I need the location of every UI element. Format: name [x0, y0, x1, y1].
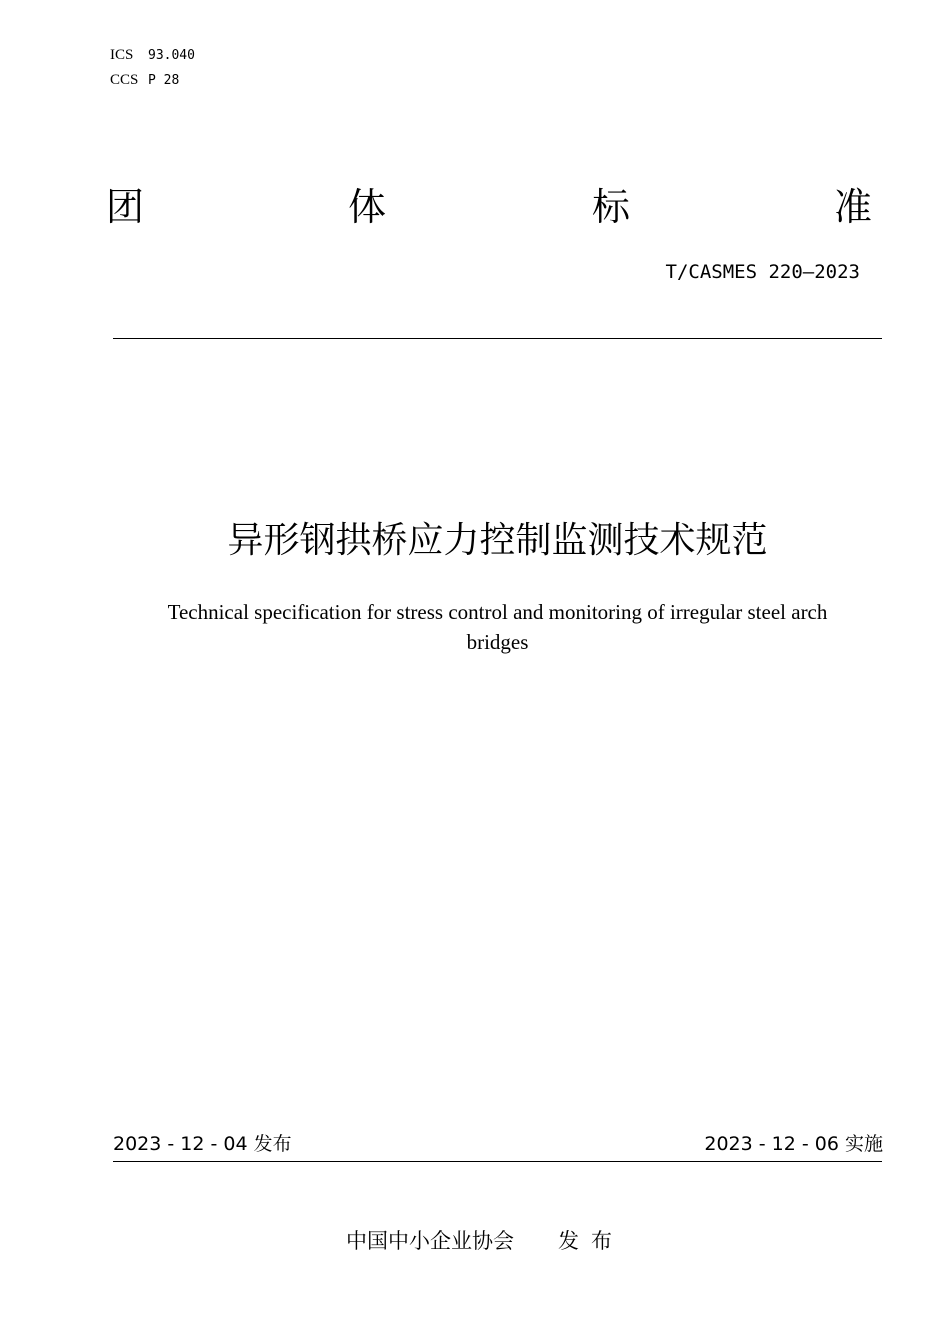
standard-type-char: 标 [592, 185, 631, 229]
ccs-code [110, 71, 179, 90]
publisher-action: 发布 [558, 1229, 624, 1253]
standard-type-char: 准 [834, 185, 873, 229]
ics-label: ICS [110, 47, 134, 63]
publisher-name: 中国中小企业协会 [346, 1229, 514, 1253]
header-divider [113, 338, 882, 339]
ics-value: 93.040 [148, 48, 195, 63]
title-chinese: 异形钢拱桥应力控制监测技术规范 [227, 520, 768, 561]
ccs-label: CCS [110, 72, 139, 88]
standard-type-char: 体 [348, 185, 387, 229]
publish-date: 2023 - 12 - 04 发布 [113, 1133, 292, 1155]
title-english: Technical specification for stress control and monitoring of irregular steel arch bridges [167, 600, 828, 654]
date-divider [113, 1161, 882, 1162]
implement-date: 2023 - 12 - 06 实施 [704, 1133, 883, 1155]
standard-number: T/CASMES 220—2023 [665, 261, 860, 283]
ics-code [110, 46, 195, 65]
ccs-value: P 28 [148, 73, 180, 88]
standard-type-char: 团 [106, 185, 145, 229]
publisher [346, 1226, 624, 1256]
